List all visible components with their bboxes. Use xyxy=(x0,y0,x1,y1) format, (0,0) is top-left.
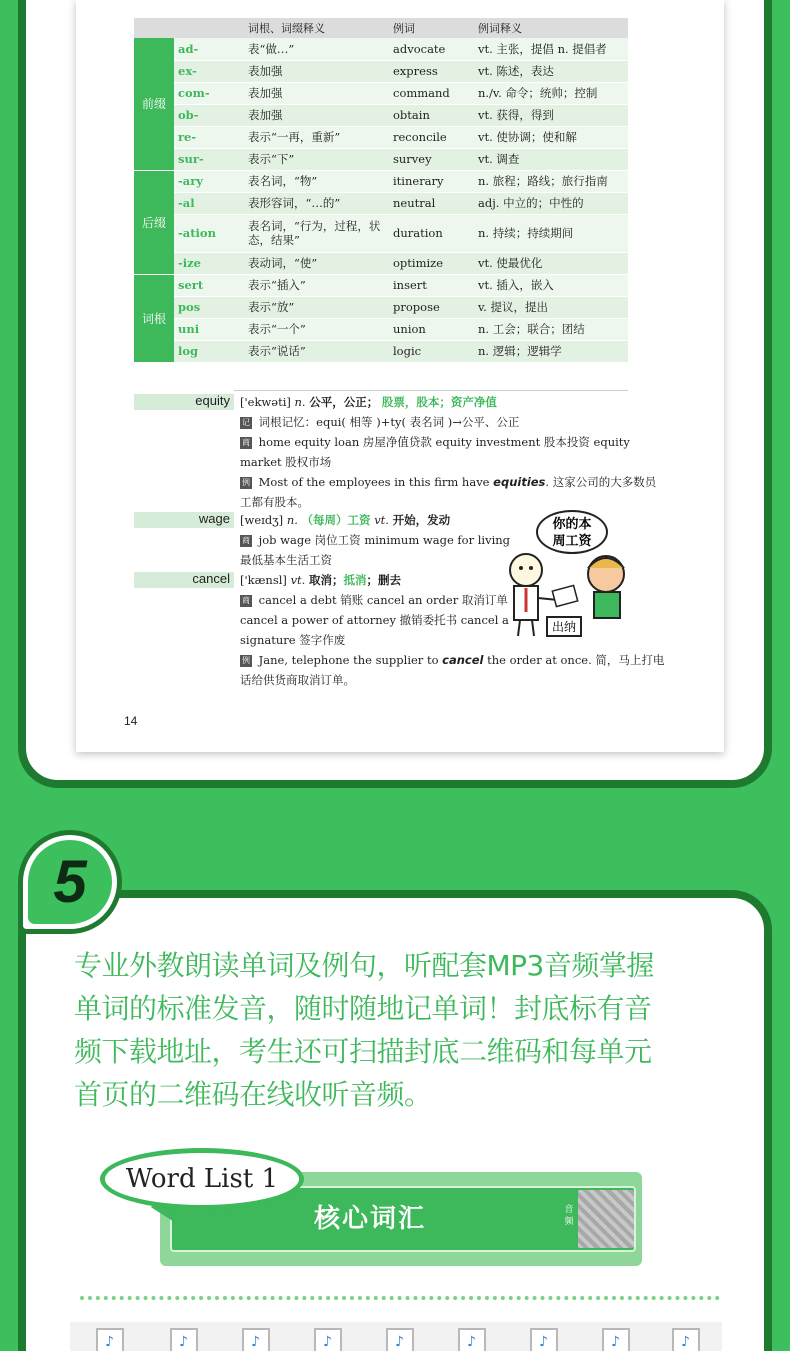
affix: ad- xyxy=(174,38,244,60)
table-row xyxy=(134,318,628,340)
phonetic: [weɪdʒ] xyxy=(240,513,284,527)
phrase-text: cancel a debt 销账 cancel an order 取消订单 xyxy=(258,593,508,607)
gloss: vt. 获得，得到 xyxy=(474,104,628,126)
bubble-line-1: 你的本 xyxy=(552,517,592,532)
example-equity-2: 工都有股本。 xyxy=(240,495,309,509)
audio-file-icon[interactable] xyxy=(242,1328,270,1351)
audio-file-icon[interactable] xyxy=(386,1328,414,1351)
affix: uni xyxy=(174,318,244,340)
definition-equity xyxy=(240,394,497,410)
phrase-text: job wage 岗位工资 minimum wage for living xyxy=(258,533,511,547)
meaning: 表示“放” xyxy=(244,296,389,318)
memo-equity xyxy=(240,414,519,430)
audio-file-icon[interactable] xyxy=(530,1328,558,1351)
table-row xyxy=(134,274,628,296)
affix: re- xyxy=(174,126,244,148)
example-cancel xyxy=(240,652,664,668)
affix: sur- xyxy=(174,148,244,170)
feature-description xyxy=(74,944,734,1116)
example: union xyxy=(389,318,474,340)
phrase-text: home equity loan 房屋净值贷款 equity investment 股本投资 equity xyxy=(258,435,630,449)
phrase-equity-2: market 股权市场 xyxy=(240,455,332,469)
meaning: 表示“一再，重新” xyxy=(244,126,389,148)
audio-file-icon[interactable] xyxy=(672,1328,700,1351)
table-row xyxy=(134,82,628,104)
example-pre: Most of the employees in this firm have xyxy=(258,475,494,489)
audio-label-2: 频 xyxy=(564,1217,574,1227)
meaning: 表加强 xyxy=(244,60,389,82)
example-post: . 这家公司的大多数员 xyxy=(545,475,657,489)
meaning: 表形容词，“…的” xyxy=(244,192,389,214)
wordlist-title: 核心词汇 xyxy=(313,1204,426,1234)
definition-a: 取消； xyxy=(309,573,344,587)
cashier-sign: 出纳 xyxy=(546,616,582,637)
definition-highlight: （每周）工资 xyxy=(301,513,371,527)
gloss: adj. 中立的；中性的 xyxy=(474,192,628,214)
phrase-cancel xyxy=(240,592,508,608)
part-of-speech: n. xyxy=(286,513,298,527)
header-meaning: 词根、词缀释义 xyxy=(244,18,389,38)
meaning: 表加强 xyxy=(244,104,389,126)
definition-highlight: 抵消 xyxy=(343,573,367,587)
entry-divider xyxy=(234,390,628,391)
example-pre: Jane, telephone the supplier to xyxy=(258,653,443,667)
meaning: 表示“下” xyxy=(244,148,389,170)
example: propose xyxy=(389,296,474,318)
example-key: cancel xyxy=(442,653,484,667)
gloss: v. 提议，提出 xyxy=(474,296,628,318)
gloss: n. 逻辑；逻辑学 xyxy=(474,340,628,362)
wordlist-badge-text: Word List 1 xyxy=(125,1164,279,1194)
phrase-cancel-3: signature 签字作废 xyxy=(240,633,346,647)
meaning: 表名词，“行为，过程，状态，结果” xyxy=(244,214,389,252)
audio-file-icon[interactable] xyxy=(314,1328,342,1351)
gloss: n./v. 命令；统帅；控制 xyxy=(474,82,628,104)
table-row xyxy=(134,104,628,126)
affix: ob- xyxy=(174,104,244,126)
meaning: 表示“说话” xyxy=(244,340,389,362)
example-tag-icon: 例 xyxy=(242,656,250,665)
example-post: the order at once. 简，马上打电 xyxy=(483,653,665,667)
part-of-speech-2: vt. xyxy=(374,513,389,527)
table-row xyxy=(134,126,628,148)
phrase-wage-2: 最低基本生活工资 xyxy=(240,553,332,567)
table-row xyxy=(134,340,628,362)
affix: ex- xyxy=(174,60,244,82)
meaning: 表加强 xyxy=(244,82,389,104)
business-tag-icon: 商 xyxy=(242,438,250,447)
audio-label-1: 音 xyxy=(564,1205,574,1215)
meaning: 表示“一个” xyxy=(244,318,389,340)
headword-wage: wage xyxy=(198,511,230,526)
definition-wage xyxy=(240,512,450,528)
example: optimize xyxy=(389,252,474,274)
headword-cancel: cancel xyxy=(192,571,230,586)
gloss: vt. 使最优化 xyxy=(474,252,628,274)
definition-plain: 开始，发动 xyxy=(392,513,451,527)
meaning: 表示“插入” xyxy=(244,274,389,296)
bubble-line-2: 周工资 xyxy=(552,534,592,549)
business-tag-icon: 商 xyxy=(242,536,250,545)
audio-file-icon[interactable] xyxy=(458,1328,486,1351)
headword-equity: equity xyxy=(195,393,230,408)
affix: log xyxy=(174,340,244,362)
affix: com- xyxy=(174,82,244,104)
affix: -ary xyxy=(174,170,244,192)
description-line: 单词的标准发音，随时随地记单词！封底标有音 xyxy=(74,992,652,1025)
example-cancel-2: 话给供货商取消订单。 xyxy=(240,673,355,687)
part-of-speech: vt. xyxy=(290,573,306,587)
business-tag-icon: 商 xyxy=(242,596,250,605)
example: logic xyxy=(389,340,474,362)
gloss: vt. 主张，提倡 n. 提倡者 xyxy=(474,38,628,60)
example: express xyxy=(389,60,474,82)
dotted-divider xyxy=(80,1296,720,1300)
affix: -al xyxy=(174,192,244,214)
gloss: vt. 调查 xyxy=(474,148,628,170)
feature-number: 5 xyxy=(53,848,87,915)
phonetic: ['ekwəti] xyxy=(240,395,291,409)
book-page xyxy=(76,0,724,752)
audio-file-icon[interactable] xyxy=(96,1328,124,1351)
table-row xyxy=(134,192,628,214)
description-line: 频下载地址，考生还可扫描封底二维码和每单元 xyxy=(74,1035,652,1068)
gloss: n. 持续；持续期间 xyxy=(474,214,628,252)
gloss: vt. 陈述，表达 xyxy=(474,60,628,82)
example-equity xyxy=(240,474,656,490)
table-row xyxy=(134,60,628,82)
group-root: 词根 xyxy=(134,274,174,362)
definition-plain: 公平，公正； xyxy=(309,395,379,409)
example: advocate xyxy=(389,38,474,60)
page-number: 14 xyxy=(124,714,138,728)
definition-b: ；删去 xyxy=(366,573,401,587)
group-suffix: 后缀 xyxy=(134,170,174,274)
meaning: 表名词，“物” xyxy=(244,170,389,192)
gloss: vt. 插入，嵌入 xyxy=(474,274,628,296)
table-row xyxy=(134,214,628,252)
header-gloss: 例词释义 xyxy=(474,18,628,38)
audio-label xyxy=(562,1198,576,1238)
audio-file-icon[interactable] xyxy=(170,1328,198,1351)
memo-tag-icon: 记 xyxy=(242,418,250,427)
affix: pos xyxy=(174,296,244,318)
example-key: equities xyxy=(493,475,546,489)
header-example: 例词 xyxy=(389,18,474,38)
table-row xyxy=(134,296,628,318)
audio-file-icon[interactable] xyxy=(602,1328,630,1351)
meaning: 表“做…” xyxy=(244,38,389,60)
affix: -ize xyxy=(174,252,244,274)
affix: -ation xyxy=(174,214,244,252)
example: survey xyxy=(389,148,474,170)
description-line: 专业外教朗读单词及例句，听配套MP3音频掌握 xyxy=(74,949,654,982)
speech-bubble xyxy=(536,510,608,554)
table-row xyxy=(134,38,628,60)
definition-highlight: 股票，股本；资产净值 xyxy=(381,395,497,409)
example: obtain xyxy=(389,104,474,126)
phonetic: ['kænsl] xyxy=(240,573,287,587)
table-row xyxy=(134,170,628,192)
part-of-speech: n. xyxy=(294,395,306,409)
gloss: vt. 使协调；使和解 xyxy=(474,126,628,148)
example: command xyxy=(389,82,474,104)
phrase-wage xyxy=(240,532,510,548)
group-prefix: 前缀 xyxy=(134,38,174,170)
affix: sert xyxy=(174,274,244,296)
gloss: n. 工会；联合；团结 xyxy=(474,318,628,340)
header-blank xyxy=(134,18,244,38)
definition-cancel xyxy=(240,572,401,588)
gloss: n. 旅程；路线；旅行指南 xyxy=(474,170,628,192)
qr-code-icon[interactable] xyxy=(578,1190,634,1248)
example: reconcile xyxy=(389,126,474,148)
example: insert xyxy=(389,274,474,296)
example: neutral xyxy=(389,192,474,214)
memo-text: 词根记忆：equi( 相等 )+ty( 表名词 )→公平、公正 xyxy=(258,415,520,429)
example: itinerary xyxy=(389,170,474,192)
table-row xyxy=(134,148,628,170)
example-tag-icon: 例 xyxy=(242,478,250,487)
phrase-cancel-2: cancel a power of attorney 撤销委托书 cancel a xyxy=(240,613,509,627)
phrase-equity xyxy=(240,434,630,450)
table-row xyxy=(134,252,628,274)
root-affix-table xyxy=(134,18,628,363)
meaning: 表动词，“使” xyxy=(244,252,389,274)
description-line: 首页的二维码在线收听音频。 xyxy=(74,1078,432,1111)
example: duration xyxy=(389,214,474,252)
